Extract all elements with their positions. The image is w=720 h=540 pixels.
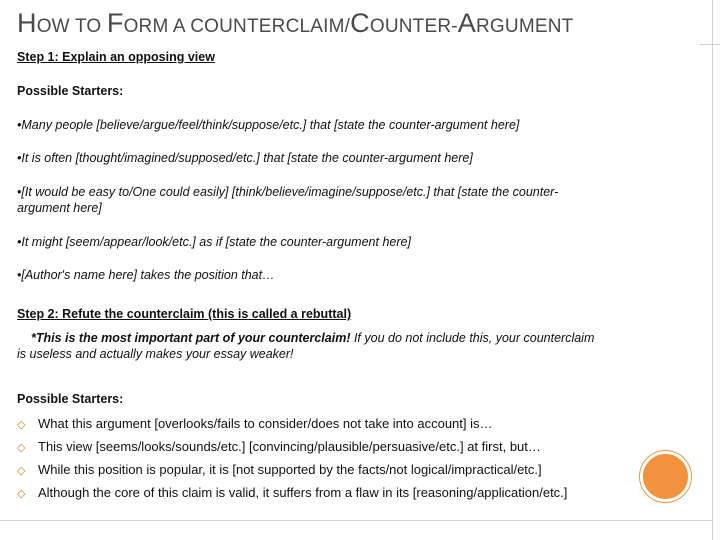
step1-starters-label: Possible Starters: [17,84,124,98]
frame-line-bottom [0,520,712,521]
step1-starter: •[Author's name here] takes the position that… [17,268,275,282]
step2-note-line2: is useless and actually makes your essay weaker! [17,347,294,361]
step1-heading: Step 1: Explain an opposing view [17,50,215,64]
list-item: ◇ What this argument [overlooks/fails to consider/does not take into account] is… [17,416,493,431]
slide-title: HOW TO FORM A COUNTERCLAIM/COUNTER-ARGUMENT [17,8,574,38]
step1-starter: •Many people [believe/argue/feel/think/suppose/etc.] that [state the counter-argument here] [17,118,520,132]
diamond-bullet-icon: ◇ [17,419,26,431]
diamond-bullet-icon: ◇ [17,442,26,454]
step2-note-rest: If you do not include this, your counterclaim [350,331,595,345]
step1-starter: •It is often [thought/imagined/supposed/etc.] that [state the counter-argument here] [17,151,473,165]
step1-starter: •It might [seem/appear/look/etc.] as if [state the counter-argument here] [17,235,411,249]
frame-line-top [700,44,720,45]
orange-circle-decoration [640,451,691,502]
step2-note [31,331,594,345]
step2-note-bold: *This is the most important part of your counterclaim! [31,331,351,345]
step2-heading: Step 2: Refute the counterclaim (this is called a rebuttal) [17,307,352,321]
list-item: ◇ While this position is popular, it is [not supported by the facts/not logical/impractical/etc.] [17,462,542,477]
list-item: ◇ Although the core of this claim is valid, it suffers from a flaw in its [reasoning/application/etc.] [17,485,568,500]
frame-line-right [712,0,713,540]
diamond-bullet-icon: ◇ [17,465,26,477]
diamond-bullet-icon: ◇ [17,488,26,500]
list-item: ◇ This view [seems/looks/sounds/etc.] [convincing/plausible/persuasive/etc.] at first, but… [17,439,541,454]
step1-starter: •[It would be easy to/One could easily] [think/believe/imagine/suppose/etc.] that [state the counter- [17,185,559,199]
step1-starter-continued: argument here] [17,201,102,215]
step2-starters-label: Possible Starters: [17,392,124,406]
